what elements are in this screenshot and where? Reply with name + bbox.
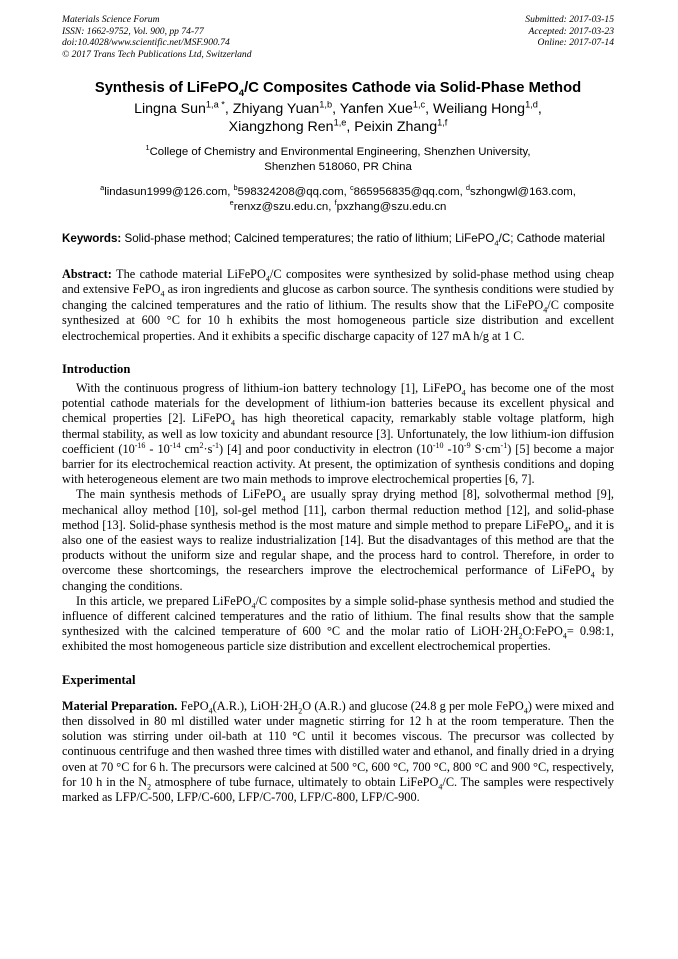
abstract-label: Abstract: (62, 267, 112, 281)
keywords-label: Keywords: (62, 232, 122, 245)
intro-paragraph-1: With the continuous progress of lithium-ion battery technology [1], LiFePO$_4$ has become one of the most potential cathode materials for the development of lithium-ion batteries because its excellent physical and chemical properties [2]. LiFePO$_4$ has high theoretical capacity, remarkably stable voltage platform, high thermal stability, as well as low toxicity and abundant resource [3]. Unfortunately, the low lithium-ion diffusion coefficient ($10^{-16} - 10^{-14}$ $cm^2\cdot s^{-1}$) [4] and poor conductivity in electron ($10^{-10}$ $-10^{-9}$ $S\cdot cm^{-1}$) [5] become a major barrier for its electrochemical reaction activity. At present, the optimization of synthesis conditions and doping with heterogeneous element are two main methods to improve electrochemical properties [6, 7]. (62, 381, 615, 487)
online-date: Online: 2017-07-14 (537, 37, 614, 48)
subsection-label: Material Preparation. (62, 698, 178, 713)
journal-name: Materials Science Forum (62, 14, 160, 25)
doi: doi:10.4028/www.scientific.net/MSF.900.74 (62, 37, 230, 48)
running-header (62, 14, 614, 60)
keywords: Keywords: Solid-phase method; Calcined temperatures; the ratio of lithium; LiFePO$_4$/C; Cathode material (62, 232, 605, 248)
paper-title: Synthesis of LiFePO$_4$/C Composites Cathode via Solid-Phase Method (94, 80, 582, 99)
accepted-date: Accepted: 2017-03-23 (528, 25, 614, 37)
copyright: © 2017 Trans Tech Publications Ltd, Switzerland (62, 48, 252, 60)
paper-page (62, 14, 614, 805)
section-heading-introduction: Introduction (62, 362, 131, 377)
section-heading-experimental: Experimental (62, 672, 136, 687)
abstract: Abstract: The cathode material LiFePO$_4$/C composites were synthesized by solid-phase method using cheap and extensive FePO$_4$ as iron ingredients and glucose as carbon source. The synthesis conditions were studied by changing the calcined temperatures and the ratio of lithium. The results show that the LiFePO$_4$/C composite synthesized at 600 °C for 10 h exhibits the most homogeneous particle size distribution and excellent electrochemical properties. And it exhibits a specific discharge capacity of 127 mA h/g at 1 C. (62, 267, 615, 343)
experimental-paragraph-1: Material Preparation. FePO$_4$(A.R.), $LiOH\cdot 2H_2O$ (A.R.) and glucose (24.8 g per mole FePO$_4$) were mixed and then dissolved in 80 ml distilled water under magnetic stirring for 12 h at the room temperature. Then the solution was stirring under oil-bath at 110 °C until it becomes viscous. The precursor was collected by continuous centrifuge and then washed three times with distilled water and ethanol, and finally dried in a drying oven at 70 °C for 6 h. The precursors were calcined at 500 °C, 600 °C, 700 °C, 800 °C and 900 °C, respectively, for 10 h in the $N_2$ atmosphere of tube furnace, ultimately to obtain LiFePO$_4$/C. The samples were respectively marked as LFP/C-500, LFP/C-600, LFP/C-700, LFP/C-800, LFP/C-900. (62, 698, 615, 804)
dates-info (525, 14, 614, 60)
issn: ISSN: 1662-9752, Vol. 900, pp 74-77 (62, 25, 204, 37)
author-emails: $^a$lindasun1999@126.com, $^b$598324208@qq.com, $^c$865956835@qq.com, $^d$szhongwl@163.com, $^e$renxz@szu.edu.cn, $^f$pxzhang@szu.edu.cn (100, 183, 576, 213)
author-list: Lingna Sun$^{1,a *}$, Zhiyang Yuan$^{1,b}$, Yanfen Xue$^{1,c}$, Weiliang Hong$^{1,d}$, Xiangzhong Ren$^{1,e}$, Peixin Zhang$^{1,f}$ (134, 99, 542, 135)
journal-info (62, 14, 252, 60)
submitted-date: Submitted: 2017-03-15 (525, 14, 614, 25)
intro-paragraph-2: The main synthesis methods of LiFePO$_4$ are usually spray drying method [8], solvothermal method [9], mechanical alloy method [10], sol-gel method [11], carbon thermal reduction method [12], and solid-phase method [13]. Solid-phase synthesis method is the most mature and simple method to prepare LiFePO$_4$, and it is also one of the easiest ways to realize industrialization [14]. But the disadvantages of this method are that the products without the uniform size and regular shape, and the process hard to control. Therefore, in order to overcome these shortcomings, the researchers improve the electrochemical performance of LiFePO$_4$ by changing the conditions. (62, 487, 614, 593)
affiliation: $^1$College of Chemistry and Environmental Engineering, Shenzhen University, Shenzhen 518060, PR China (145, 143, 531, 173)
intro-paragraph-3: In this article, we prepared LiFePO$_4$/C composites by a simple solid-phase synthesis method and studied the influence of different calcined temperatures and the ratio of lithium. The final results show that the sample synthesized with the calcined temperature of 600 °C and the molar ratio of $LiOH\cdot 2H_2O:FePO_4=$ 0.98:1, exhibited the most homogeneous particle size distribution and excellent electrochemical properties. (62, 593, 614, 654)
